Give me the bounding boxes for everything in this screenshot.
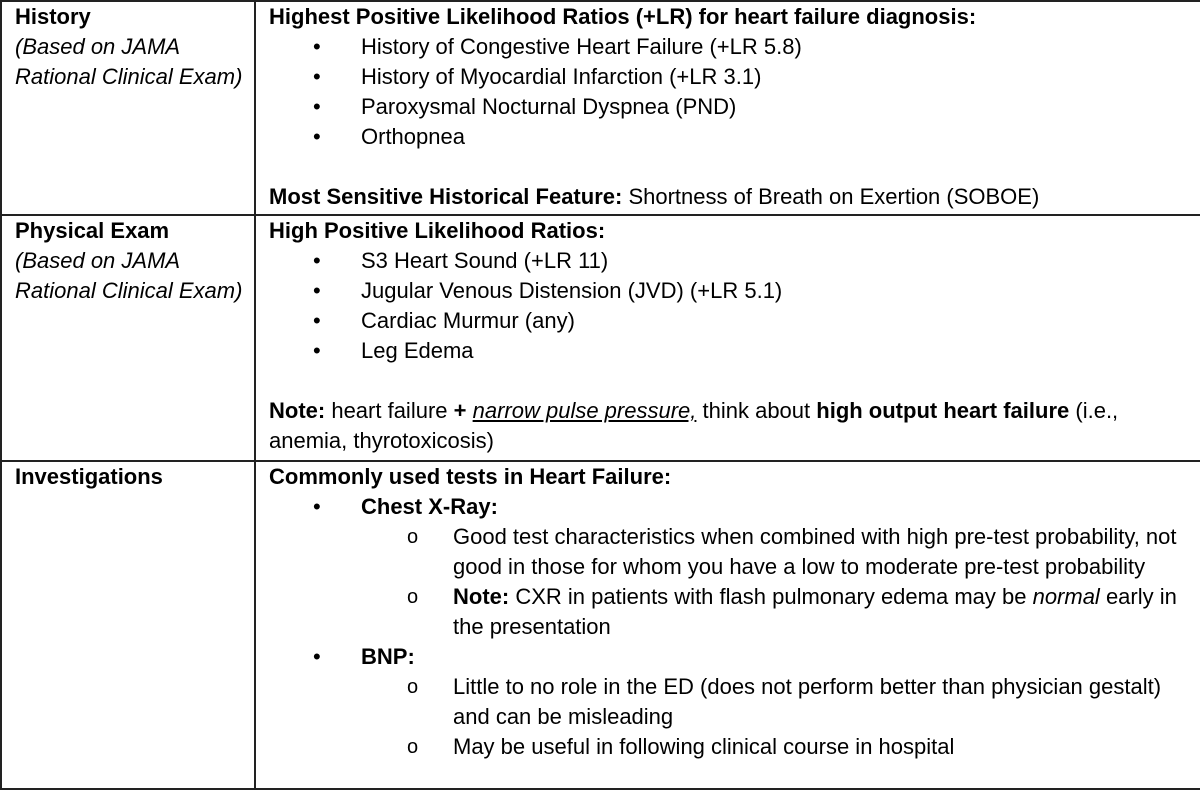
- note-bold: high output heart failure: [816, 398, 1070, 423]
- list-item: • Leg Edema: [269, 336, 1200, 366]
- row-subtitle: (Based on JAMA Rational Clinical Exam): [15, 248, 243, 303]
- test-item-bnp: [269, 642, 1200, 762]
- note-label: Note:: [269, 398, 326, 423]
- investigations-content-cell: [255, 461, 1200, 789]
- history-row: [1, 1, 1200, 215]
- row-title: Physical Exam: [15, 218, 170, 243]
- history-content-cell: [255, 1, 1200, 215]
- physical-exam-label-cell: [1, 215, 255, 461]
- list-item: • Paroxysmal Nocturnal Dyspnea (PND): [269, 92, 1200, 122]
- list-item: • History of Congestive Heart Failure (+LR 5.8): [269, 32, 1200, 62]
- sub-list: [361, 672, 1200, 762]
- sub-item: o Good test characteristics when combined with high pre-test probability, not good in those for whom you have a low to moderate pre-test probability: [361, 522, 1200, 582]
- bullet-list: [269, 32, 1200, 152]
- test-name: BNP:: [361, 644, 415, 669]
- sensitive-feature-text: Shortness of Breath on Exertion (SOBOE): [622, 184, 1040, 209]
- note-label: Note:: [453, 584, 510, 609]
- note-text: (i.e., anemia, thyrotoxicosis): [269, 398, 1119, 453]
- physical-exam-row: [1, 215, 1200, 461]
- section-heading: Highest Positive Likelihood Ratios (+LR) for heart failure diagnosis:: [269, 4, 977, 29]
- sub-item: [361, 582, 1200, 642]
- sensitive-feature-label: Most Sensitive Historical Feature:: [269, 184, 623, 209]
- investigations-label-cell: [1, 461, 255, 789]
- list-item: • Orthopnea: [269, 122, 1200, 152]
- list-item: • Jugular Venous Distension (JVD) (+LR 5.1): [269, 276, 1200, 306]
- row-subtitle: (Based on JAMA Rational Clinical Exam): [15, 34, 243, 89]
- sub-emphasis: normal: [1032, 584, 1100, 609]
- list-item: • History of Myocardial Infarction (+LR 3.1): [269, 62, 1200, 92]
- row-title: Investigations: [15, 464, 163, 489]
- sub-text: CXR in patients with flash pulmonary edema may be: [509, 584, 1033, 609]
- section-heading: High Positive Likelihood Ratios:: [269, 218, 606, 243]
- section-heading: Commonly used tests in Heart Failure:: [269, 464, 672, 489]
- test-item-cxr: [269, 492, 1200, 642]
- sensitive-feature-line: [269, 182, 1200, 212]
- investigations-row: [1, 461, 1200, 789]
- bullet-list: [269, 246, 1200, 366]
- note-paragraph: [269, 396, 1200, 456]
- note-text: heart failure: [325, 398, 454, 423]
- sub-item: o Little to no role in the ED (does not perform better than physician gestalt) and can be misleading: [361, 672, 1200, 732]
- note-text: think about: [696, 398, 817, 423]
- sub-list: [361, 522, 1200, 642]
- sub-item: o May be useful in following clinical course in hospital: [361, 732, 1200, 762]
- list-item: • S3 Heart Sound (+LR 11): [269, 246, 1200, 276]
- list-item: • Cardiac Murmur (any): [269, 306, 1200, 336]
- note-emphasis: narrow pulse pressure,: [472, 398, 697, 423]
- plus-sign: +: [453, 398, 467, 423]
- row-title: History: [15, 4, 91, 29]
- physical-exam-content-cell: [255, 215, 1200, 461]
- test-name: Chest X-Ray:: [361, 494, 498, 519]
- sub-text: early in the presentation: [453, 584, 1177, 639]
- history-label-cell: [1, 1, 255, 215]
- test-list: [269, 492, 1200, 762]
